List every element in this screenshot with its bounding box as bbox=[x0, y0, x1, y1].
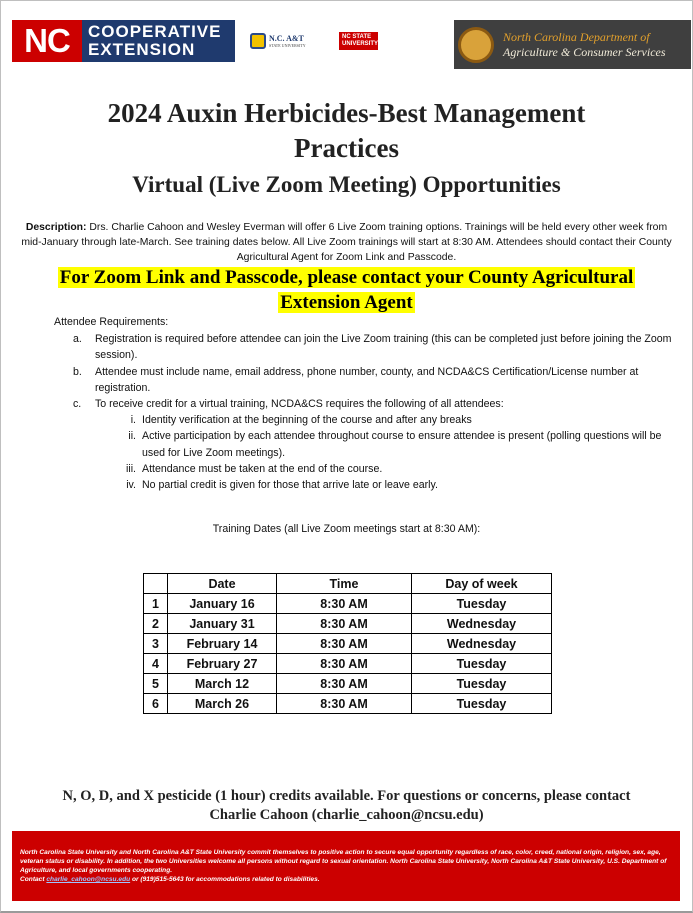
subitem-marker: i. bbox=[130, 414, 136, 427]
ncstate-line2: UNIVERSITY bbox=[342, 41, 379, 47]
ncda-line2: Agriculture & Consumer Services bbox=[503, 44, 666, 59]
extension-line1: COOPERATIVE bbox=[88, 22, 222, 41]
header-cell-date: Date bbox=[168, 574, 277, 594]
cell-time: 8:30 AM bbox=[277, 674, 412, 694]
requirement-item bbox=[54, 396, 674, 412]
cell-time: 8:30 AM bbox=[277, 694, 412, 714]
description-label: Description: bbox=[25, 222, 87, 233]
table-header-row bbox=[144, 574, 552, 594]
requirement-marker: c. bbox=[73, 398, 82, 411]
cell-date: January 31 bbox=[168, 614, 277, 634]
requirement-text: Registration is required before attendee can join the Live Zoom training (this can be completed just before joining the Zoom session). bbox=[95, 333, 672, 362]
extension-line2: EXTENSION bbox=[88, 40, 196, 59]
table-row bbox=[144, 594, 552, 614]
requirement-marker: a. bbox=[73, 333, 82, 346]
requirement-subitem bbox=[54, 428, 674, 460]
training-dates-table bbox=[143, 573, 552, 714]
disclaimer-contact-suffix: or (919)515-5643 for accommodations related to disabilities. bbox=[130, 876, 320, 883]
credits-note-line2: Charlie Cahoon (charlie_cahoon@ncsu.edu) bbox=[209, 807, 484, 823]
table-row bbox=[144, 654, 552, 674]
cell-date: January 16 bbox=[168, 594, 277, 614]
cell-index: 2 bbox=[144, 614, 168, 634]
table-row bbox=[144, 634, 552, 654]
description-paragraph bbox=[16, 220, 677, 265]
cell-day: Tuesday bbox=[412, 594, 552, 614]
ncda-wordmark bbox=[503, 30, 666, 60]
cell-date: February 27 bbox=[168, 654, 277, 674]
credits-note-line1: N, O, D, and X pesticide (1 hour) credits available. For questions or concerns, please contact bbox=[62, 788, 631, 804]
equal-opportunity-disclaimer bbox=[12, 831, 680, 901]
nc-cooperative-extension-logo bbox=[12, 20, 235, 62]
cell-index: 4 bbox=[144, 654, 168, 674]
header-cell-index bbox=[144, 574, 168, 594]
training-dates-label: Training Dates (all Live Zoom meetings start at 8:30 AM): bbox=[212, 523, 481, 535]
cell-time: 8:30 AM bbox=[277, 614, 412, 634]
zoom-link-callout bbox=[20, 265, 673, 315]
header-cell-time: Time bbox=[277, 574, 412, 594]
cell-day: Wednesday bbox=[412, 614, 552, 634]
nc-at-wordmark bbox=[269, 35, 306, 48]
subitem-text: Attendance must be taken at the end of the course. bbox=[142, 462, 383, 475]
cell-index: 5 bbox=[144, 674, 168, 694]
nc-state-logo bbox=[339, 32, 378, 50]
ncda-seal-icon bbox=[458, 27, 494, 63]
zoom-callout-line1: For Zoom Link and Passcode, please contact your County Agricultural bbox=[59, 267, 634, 288]
cell-day: Tuesday bbox=[412, 694, 552, 714]
subitem-text: Identity verification at the beginning of the course and after any breaks bbox=[142, 414, 472, 427]
cooperative-extension-wordmark bbox=[82, 20, 235, 62]
zoom-callout-line2: Extension Agent bbox=[280, 292, 413, 313]
requirement-item bbox=[54, 331, 674, 363]
subitem-marker: iv. bbox=[126, 479, 136, 492]
credits-contact-note bbox=[20, 787, 673, 825]
disclaimer-contact-prefix: Contact bbox=[20, 876, 47, 883]
page-title bbox=[20, 96, 673, 166]
cell-day: Tuesday bbox=[412, 654, 552, 674]
nc-at-logo bbox=[250, 33, 306, 49]
requirement-item bbox=[54, 364, 674, 396]
table-row bbox=[144, 694, 552, 714]
cell-index: 1 bbox=[144, 594, 168, 614]
nc-logo-mark: NC bbox=[12, 20, 82, 62]
cell-day: Tuesday bbox=[412, 674, 552, 694]
page-title-line1: 2024 Auxin Herbicides-Best Management bbox=[107, 98, 586, 128]
disclaimer-text: North Carolina State University and North Carolina A&T State University commit themselves to positive action to secure equal opportunity regardless of race, color, creed, national origin, religion, sex, age, veteran status or disability. In addition, the two Universities welcome all persons without regard to sexual orientation. North Carolina State University, North Carolina A&T State University, U.S. Department of Agriculture, and local governments cooperating. bbox=[20, 849, 667, 874]
subitem-marker: iii. bbox=[125, 462, 136, 475]
cell-time: 8:30 AM bbox=[277, 654, 412, 674]
requirement-text: Attendee must include name, email address, phone number, county, and NCDA&CS Certification/License number at registration. bbox=[95, 365, 639, 394]
requirements-heading: Attendee Requirements: bbox=[54, 316, 169, 328]
requirement-text: To receive credit for a virtual training, NCDA&CS requires the following of all attendees: bbox=[95, 398, 504, 411]
cell-index: 3 bbox=[144, 634, 168, 654]
cell-date: February 14 bbox=[168, 634, 277, 654]
cell-time: 8:30 AM bbox=[277, 594, 412, 614]
page-title-line2: Practices bbox=[294, 133, 399, 163]
nc-at-name: N.C. A&T bbox=[269, 33, 304, 43]
attendee-requirements bbox=[54, 314, 674, 493]
subitem-marker: ii. bbox=[128, 430, 136, 443]
nc-at-sub: STATE UNIVERSITY bbox=[269, 42, 306, 48]
cell-time: 8:30 AM bbox=[277, 634, 412, 654]
cell-index: 6 bbox=[144, 694, 168, 714]
nc-at-seal-icon bbox=[250, 33, 266, 49]
requirement-subitem bbox=[54, 461, 674, 477]
ncda-cs-logo bbox=[454, 20, 691, 69]
requirement-subitem bbox=[54, 477, 674, 493]
cell-date: March 26 bbox=[168, 694, 277, 714]
table-row bbox=[144, 614, 552, 634]
requirement-subitem bbox=[54, 412, 674, 428]
description-text: Drs. Charlie Cahoon and Wesley Everman will offer 6 Live Zoom training options. Trainings will be held every other week from mid-January through late-March. See training dates below. All Live Zoom trainings will start at 8:30 AM. Attendees should contact their County Agricultural Agent for Zoom Link and Passcode. bbox=[21, 222, 672, 263]
cell-day: Wednesday bbox=[412, 634, 552, 654]
disclaimer-email-link[interactable]: charlie_cahoon@ncsu.edu bbox=[46, 876, 131, 883]
ncstate-line1: NC STATE bbox=[342, 34, 372, 40]
subitem-text: No partial credit is given for those that arrive late or leave early. bbox=[142, 479, 438, 492]
requirement-marker: b. bbox=[73, 365, 82, 378]
subitem-text: Active participation by each attendee throughout course to ensure attendee is present (polling questions will be used for Live Zoom meetings). bbox=[142, 430, 662, 459]
cell-date: March 12 bbox=[168, 674, 277, 694]
header-cell-day: Day of week bbox=[412, 574, 552, 594]
table-row bbox=[144, 674, 552, 694]
ncda-line1: North Carolina Department of bbox=[503, 29, 650, 44]
page-subtitle: Virtual (Live Zoom Meeting) Opportunities bbox=[132, 172, 561, 197]
